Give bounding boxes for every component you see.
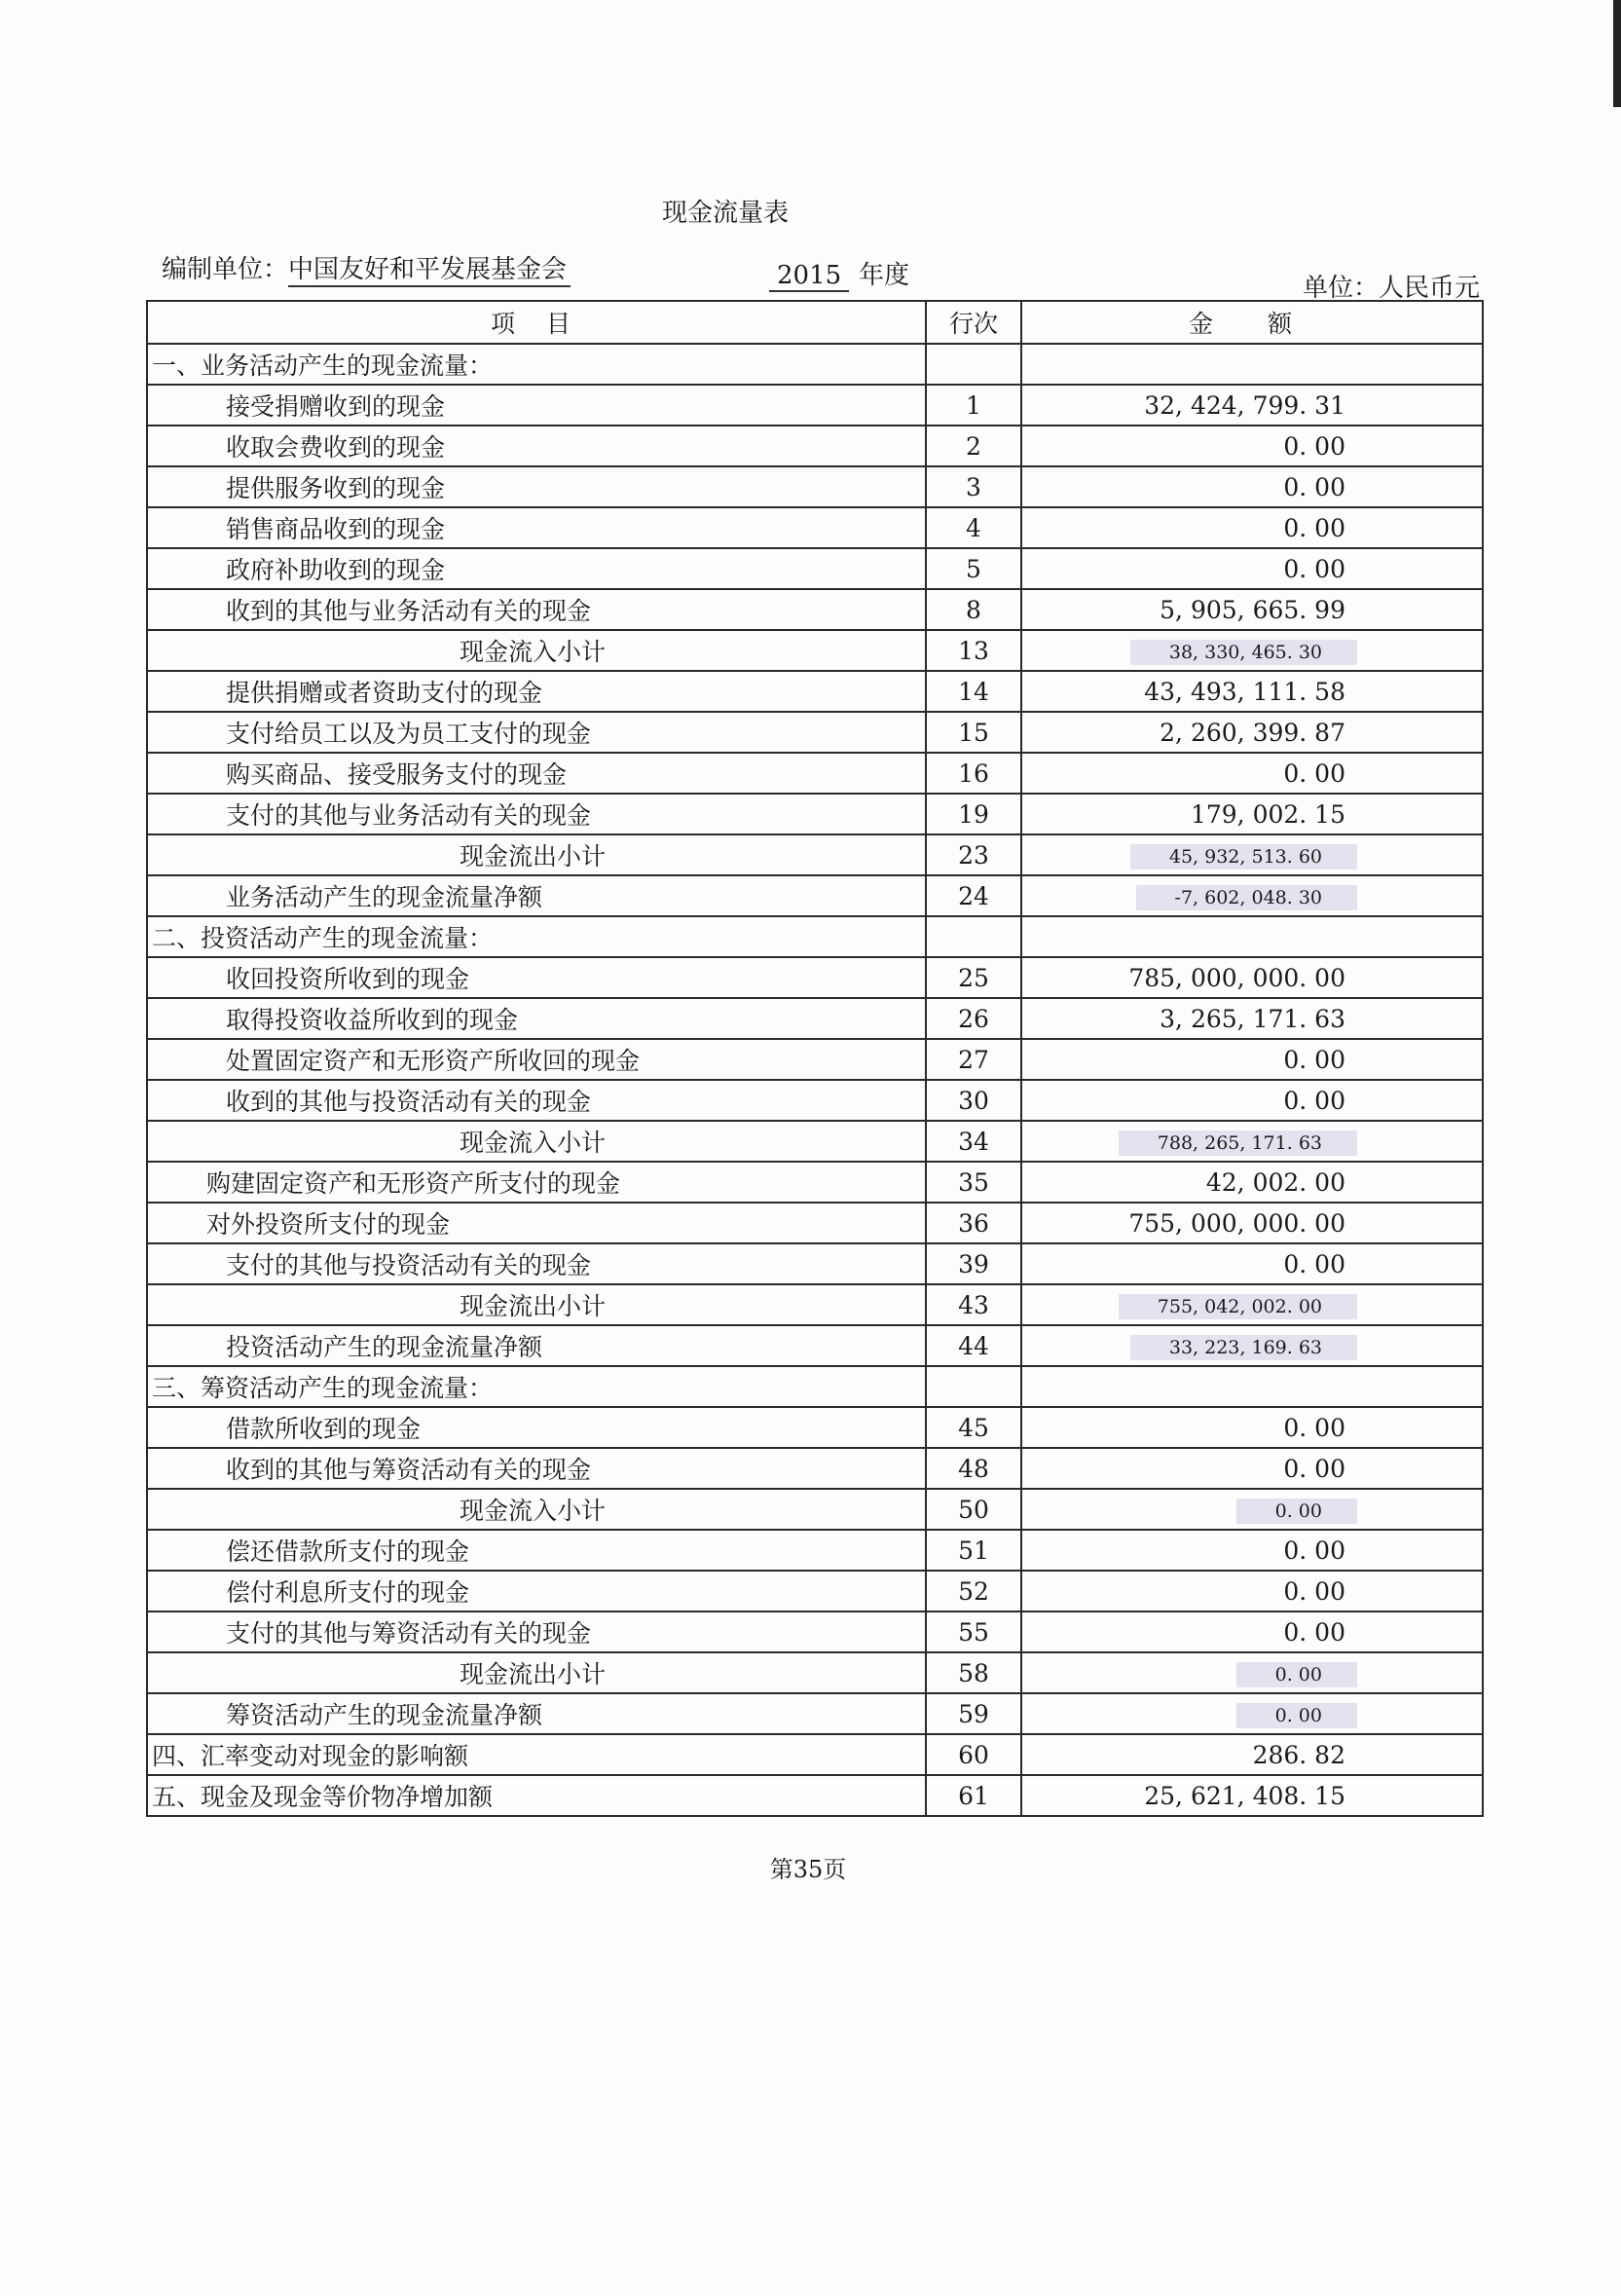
row-line-number: 60: [926, 1734, 1021, 1775]
row-amount-cell: 755, 000, 000. 00: [1021, 1203, 1483, 1243]
row-amount-cell: 0. 00: [1021, 507, 1483, 548]
table-row: [147, 1284, 1483, 1325]
row-line-number: 55: [926, 1611, 1021, 1652]
row-item-label: 取得投资收益所收到的现金: [147, 998, 926, 1039]
row-line-number: 14: [926, 671, 1021, 712]
row-amount: 0. 00: [1236, 1662, 1357, 1687]
table-row: [147, 589, 1483, 630]
row-line-number: 51: [926, 1530, 1021, 1571]
table-row: [147, 1571, 1483, 1611]
page-title: 现金流量表: [661, 199, 789, 228]
row-line-number: 25: [926, 957, 1021, 998]
row-amount: 755, 042, 002. 00: [1119, 1294, 1357, 1319]
row-amount-cell: 2, 260, 399. 87: [1021, 712, 1483, 753]
reporting-entity: [162, 249, 571, 287]
table-row: [147, 466, 1483, 507]
row-amount: 33, 223, 169. 63: [1130, 1335, 1357, 1360]
row-amount-cell: 0. 00: [1021, 426, 1483, 466]
row-amount-cell: [1021, 1489, 1483, 1530]
row-line-number: 44: [926, 1325, 1021, 1366]
row-amount-cell: 0. 00: [1021, 1039, 1483, 1080]
row-item-label: 销售商品收到的现金: [147, 507, 926, 548]
table-row: [147, 1325, 1483, 1366]
row-item-label: 支付的其他与业务活动有关的现金: [147, 794, 926, 834]
table-row: [147, 753, 1483, 794]
table-row: [147, 507, 1483, 548]
table-row: [147, 1121, 1483, 1162]
row-line-number: 50: [926, 1489, 1021, 1530]
table-row: [147, 344, 1483, 385]
row-amount-cell: 3, 265, 171. 63: [1021, 998, 1483, 1039]
row-item-label: 接受捐赠收到的现金: [147, 385, 926, 426]
row-amount: 788, 265, 171. 63: [1119, 1130, 1357, 1156]
table-row: [147, 834, 1483, 875]
row-line-number: 13: [926, 630, 1021, 671]
table-row: [147, 794, 1483, 834]
row-item-label: 四、汇率变动对现金的影响额: [147, 1734, 926, 1775]
row-item-label: 支付给员工以及为员工支付的现金: [147, 712, 926, 753]
table-row: [147, 1407, 1483, 1448]
row-line-number: 4: [926, 507, 1021, 548]
row-item-label: 投资活动产生的现金流量净额: [147, 1325, 926, 1366]
row-amount-cell: 0. 00: [1021, 1407, 1483, 1448]
table-row: [147, 671, 1483, 712]
table-row: [147, 1652, 1483, 1693]
row-line-number: 52: [926, 1571, 1021, 1611]
row-amount-cell: 0. 00: [1021, 1571, 1483, 1611]
table-row: [147, 426, 1483, 466]
row-item-label: 现金流出小计: [147, 1652, 926, 1693]
row-amount-cell: 286. 82: [1021, 1734, 1483, 1775]
row-amount-cell: [1021, 630, 1483, 671]
header-amount: 金 额: [1021, 301, 1483, 344]
row-item-label: 提供服务收到的现金: [147, 466, 926, 507]
row-amount-cell: 0. 00: [1021, 1448, 1483, 1489]
row-line-number: [926, 916, 1021, 957]
row-line-number: 48: [926, 1448, 1021, 1489]
row-line-number: 59: [926, 1693, 1021, 1734]
row-amount: 38, 330, 465. 30: [1130, 640, 1357, 665]
row-amount-cell: 0. 00: [1021, 1243, 1483, 1284]
row-item-label: 二、投资活动产生的现金流量：: [147, 916, 926, 957]
row-item-label: 现金流出小计: [147, 1284, 926, 1325]
table-row: [147, 630, 1483, 671]
row-amount-cell: [1021, 1325, 1483, 1366]
row-item-label: 现金流入小计: [147, 1489, 926, 1530]
row-line-number: 8: [926, 589, 1021, 630]
reporting-entity-value: 中国友好和平发展基金会: [288, 249, 571, 287]
row-line-number: 23: [926, 834, 1021, 875]
row-line-number: 1: [926, 385, 1021, 426]
row-line-number: 26: [926, 998, 1021, 1039]
row-item-label: 五、现金及现金等价物净增加额: [147, 1775, 926, 1816]
row-amount-cell: 179, 002. 15: [1021, 794, 1483, 834]
table-row: [147, 998, 1483, 1039]
report-year: [769, 255, 909, 292]
row-amount-cell: [1021, 916, 1483, 957]
row-item-label: 现金流入小计: [147, 1121, 926, 1162]
row-line-number: 61: [926, 1775, 1021, 1816]
row-item-label: 政府补助收到的现金: [147, 548, 926, 589]
table-row: [147, 875, 1483, 916]
table-row: [147, 957, 1483, 998]
page-number: 第35页: [769, 1856, 847, 1883]
row-line-number: 19: [926, 794, 1021, 834]
row-line-number: 5: [926, 548, 1021, 589]
row-item-label: 现金流出小计: [147, 834, 926, 875]
table-row: [147, 712, 1483, 753]
row-item-label: 偿还借款所支付的现金: [147, 1530, 926, 1571]
row-line-number: 2: [926, 426, 1021, 466]
row-line-number: 35: [926, 1162, 1021, 1203]
table-row: [147, 1039, 1483, 1080]
row-line-number: 16: [926, 753, 1021, 794]
table-row: [147, 1162, 1483, 1203]
row-amount: 0. 00: [1236, 1703, 1357, 1728]
row-item-label: 现金流入小计: [147, 630, 926, 671]
row-item-label: 对外投资所支付的现金: [147, 1203, 926, 1243]
row-item-label: 业务活动产生的现金流量净额: [147, 875, 926, 916]
row-amount: 0. 00: [1236, 1499, 1357, 1524]
row-item-label: 处置固定资产和无形资产所收回的现金: [147, 1039, 926, 1080]
row-amount-cell: 42, 002. 00: [1021, 1162, 1483, 1203]
row-amount-cell: [1021, 1121, 1483, 1162]
table-row: [147, 1448, 1483, 1489]
row-item-label: 借款所收到的现金: [147, 1407, 926, 1448]
row-amount-cell: 5, 905, 665. 99: [1021, 589, 1483, 630]
row-item-label: 收回投资所收到的现金: [147, 957, 926, 998]
header-line-number: 行次: [926, 301, 1021, 344]
row-line-number: 45: [926, 1407, 1021, 1448]
row-amount-cell: [1021, 875, 1483, 916]
row-line-number: 39: [926, 1243, 1021, 1284]
table-row: [147, 1489, 1483, 1530]
row-amount-cell: 0. 00: [1021, 753, 1483, 794]
row-amount-cell: 25, 621, 408. 15: [1021, 1775, 1483, 1816]
table-row: [147, 916, 1483, 957]
row-amount-cell: 0. 00: [1021, 466, 1483, 507]
report-year-label: 年度: [859, 261, 910, 290]
cash-flow-table: [146, 300, 1484, 1817]
row-item-label: 收到的其他与投资活动有关的现金: [147, 1080, 926, 1121]
table-row: [147, 1080, 1483, 1121]
row-item-label: 收到的其他与业务活动有关的现金: [147, 589, 926, 630]
table-row: [147, 1366, 1483, 1407]
row-line-number: 15: [926, 712, 1021, 753]
row-line-number: 27: [926, 1039, 1021, 1080]
row-amount-cell: 785, 000, 000. 00: [1021, 957, 1483, 998]
row-item-label: 偿付利息所支付的现金: [147, 1571, 926, 1611]
row-amount-cell: [1021, 1284, 1483, 1325]
table-row: [147, 1530, 1483, 1571]
table-row: [147, 385, 1483, 426]
scan-edge-shadow: [1613, 0, 1621, 107]
row-item-label: 支付的其他与投资活动有关的现金: [147, 1243, 926, 1284]
table-row: [147, 548, 1483, 589]
header-item: 项 目: [147, 301, 926, 344]
row-line-number: [926, 344, 1021, 385]
row-line-number: 43: [926, 1284, 1021, 1325]
row-amount-cell: 0. 00: [1021, 548, 1483, 589]
row-item-label: 购买商品、接受服务支付的现金: [147, 753, 926, 794]
row-amount-cell: 32, 424, 799. 31: [1021, 385, 1483, 426]
row-item-label: 三、筹资活动产生的现金流量：: [147, 1366, 926, 1407]
row-line-number: 3: [926, 466, 1021, 507]
table-row: [147, 1693, 1483, 1734]
row-item-label: 购建固定资产和无形资产所支付的现金: [147, 1162, 926, 1203]
table-row: [147, 1775, 1483, 1816]
table-header-row: [147, 301, 1483, 344]
row-amount-cell: [1021, 344, 1483, 385]
row-amount-cell: [1021, 1652, 1483, 1693]
row-item-label: 一、业务活动产生的现金流量：: [147, 344, 926, 385]
row-line-number: 30: [926, 1080, 1021, 1121]
report-year-value: 2015: [769, 261, 849, 292]
row-amount-cell: 43, 493, 111. 58: [1021, 671, 1483, 712]
row-amount-cell: [1021, 834, 1483, 875]
row-amount-cell: 0. 00: [1021, 1080, 1483, 1121]
table-row: [147, 1734, 1483, 1775]
row-item-label: 收取会费收到的现金: [147, 426, 926, 466]
row-item-label: 支付的其他与筹资活动有关的现金: [147, 1611, 926, 1652]
row-amount-cell: 0. 00: [1021, 1611, 1483, 1652]
row-line-number: 58: [926, 1652, 1021, 1693]
row-amount: 45, 932, 513. 60: [1130, 844, 1357, 870]
row-item-label: 提供捐赠或者资助支付的现金: [147, 671, 926, 712]
table-row: [147, 1611, 1483, 1652]
row-line-number: [926, 1366, 1021, 1407]
row-line-number: 34: [926, 1121, 1021, 1162]
row-amount-cell: [1021, 1366, 1483, 1407]
row-amount-cell: [1021, 1693, 1483, 1734]
reporting-entity-label: 编制单位：: [162, 255, 289, 284]
table-row: [147, 1243, 1483, 1284]
row-item-label: 筹资活动产生的现金流量净额: [147, 1693, 926, 1734]
row-line-number: 24: [926, 875, 1021, 916]
currency-unit: 单位：人民币元: [1303, 274, 1481, 303]
row-amount-cell: 0. 00: [1021, 1530, 1483, 1571]
row-item-label: 收到的其他与筹资活动有关的现金: [147, 1448, 926, 1489]
row-amount: -7, 602, 048. 30: [1136, 885, 1357, 910]
table-row: [147, 1203, 1483, 1243]
row-line-number: 36: [926, 1203, 1021, 1243]
